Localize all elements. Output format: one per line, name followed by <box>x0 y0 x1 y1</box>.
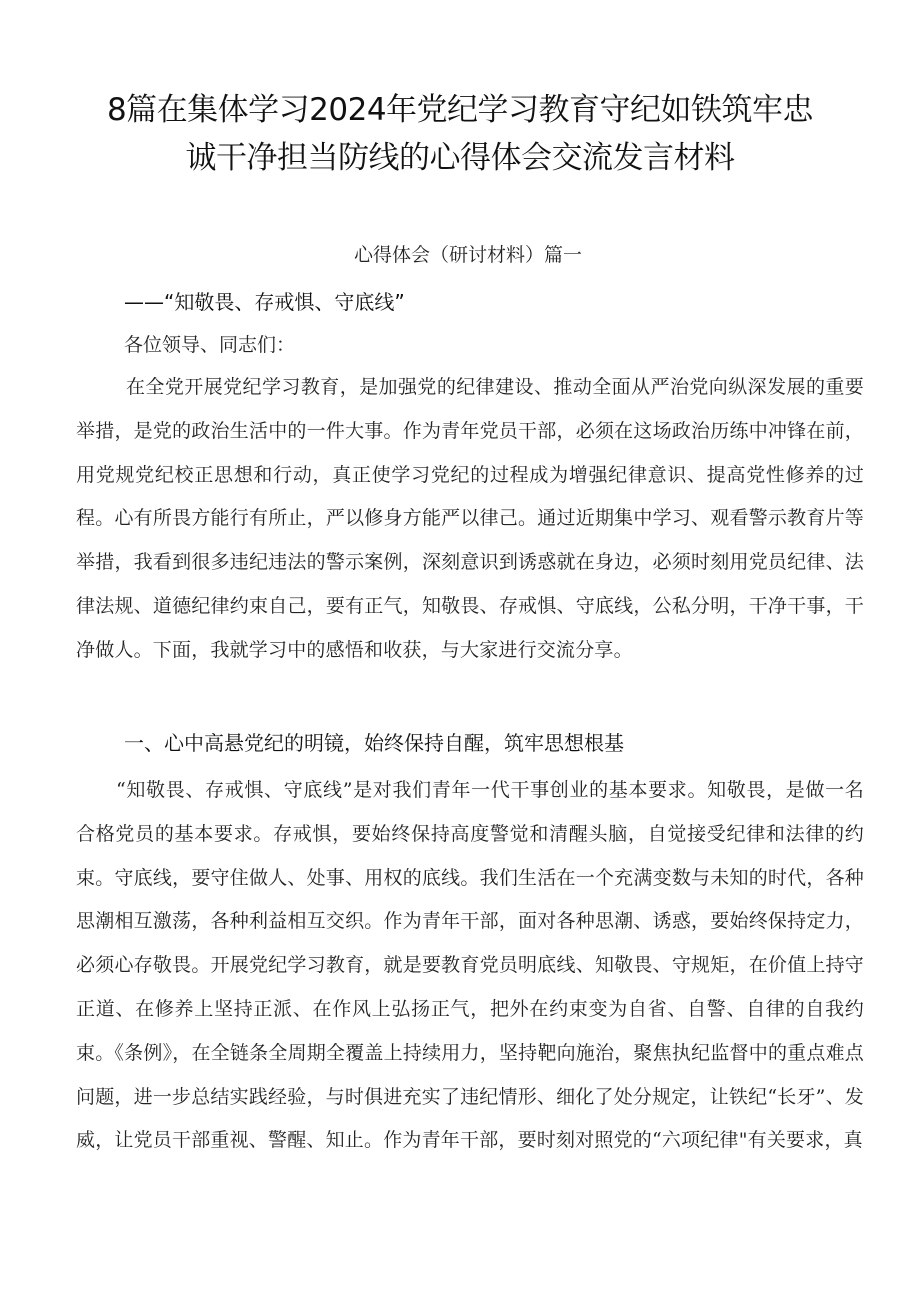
greeting: 各位领导、同志们： <box>124 334 296 356</box>
title-line-1: 8篇在集体学习2024年党纪学习教育守纪如铁筑牢忠 <box>106 92 814 128</box>
paragraph-intro: 在全党开展党纪学习教育，是加强党的纪律建设、推动全面从严治党向纵深发展的重要举措，是党的政治生活中的一件大事。作为青年党员干部，必须在这场政治历练中冲锋在前，用党规党纪校正思想和行动，真正使学习党纪的过程成为增强纪律意识、提高党性修养的过程。心有所畏方能行有所止，严以修身方能严以律己。通过近期集中学习、观看警示教育片等举措，我看到很多违纪违法的警示案例，深刻意识到诱惑就在身边，必须时刻用党员纪律、法律法规、道德纪律约束自己，要有正气，知敬畏、存戒惧、守底线，公私分明，干净干事，干净做人。下面，我就学习中的感悟和收获，与大家进行交流分享。 <box>76 376 864 661</box>
section-subtitle: 心得体会（研讨材料）篇一 <box>353 244 582 266</box>
paragraph-section-1: “知敬畏、存戒惧、守底线”是对我们青年一代干事创业的基本要求。知敬畏，是做一名合格党员的基本要求。存戒惧，要始终保持高度警觉和清醒头脑，自觉接受纪律和法律的约束。守底线，要守住做人、处事、用权的底线。我们生活在一个充满变数与未知的时代，各种思潮相互激荡，各种利益相互交织。作为青年干部，面对各种思潮、诱惑，要始终保持定力，必须心存敬畏。开展党纪学习教育，就是要教育党员明底线、知敬畏、守规矩，在价值上持守正道、在修养上坚持正派、在作风上弘扬正气，把外在约束变为自省、自警、自律的自我约束。《条例》，在全链条全周期全覆盖上持续用力，坚持靶向施治，聚焦执纪监督中的重点难点问题，进一步总结实践经验，与时俱进充实了违纪情形、细化了处分规定，让铁纪“长牙”、发威，让党员干部重视、警醒、知止。作为青年干部，要时刻对照党的“六项纪律"有关要求，真 <box>76 779 864 1152</box>
theme-line: ——“知敬畏、存戒惧、守底线” <box>124 290 405 314</box>
title-line-2: 诚干净担当防线的心得体会交流发言材料 <box>185 140 735 176</box>
document-title <box>60 86 860 182</box>
section-heading-1: 一、心中高悬党纪的明镜，始终保持自醒，筑牢思想根基 <box>124 731 624 755</box>
